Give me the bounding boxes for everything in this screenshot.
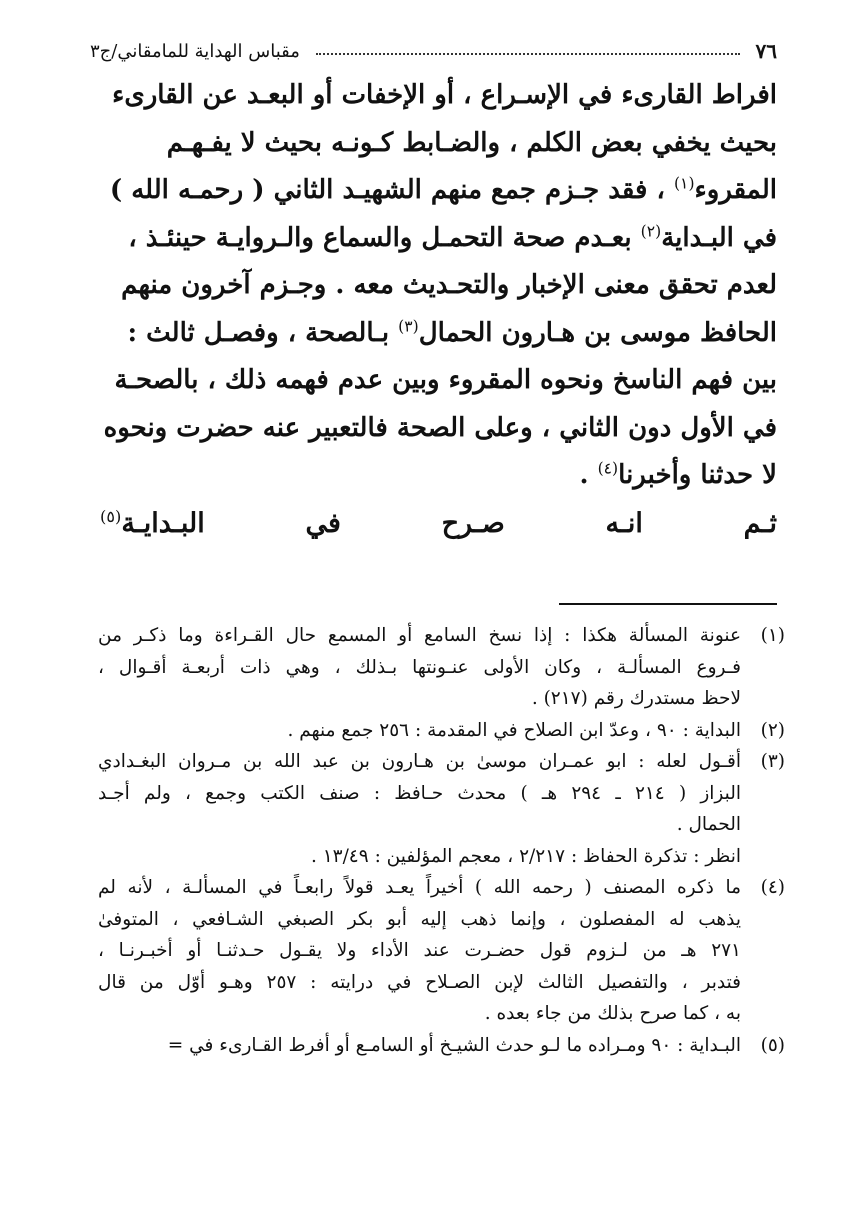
body-line: في الأول دون الثاني ، وعلى الصحة فالتعبير عنه حضرت ونحوه <box>103 412 777 443</box>
footnote-1 <box>98 620 785 715</box>
body-line: الحافظ موسى بن هـارون الحمال$^{(٣)}$ بـالصحة ، وفصـل ثالث : <box>127 316 777 348</box>
footnote-text: عنونة المسألة هكذا : إذا نسخ السامع أو المسمع حال القـراءة وما ذكـر من فـروع المسألـة ، وكان الأولى عنـونتها بـذلك ، وهي ذات أربعـة أقـوال ، لاحظ مستدرك رقم (٢١٧) . <box>98 625 741 709</box>
footnote-text: أقـول لعله : ابو عمـران موسىٰ بن هـارون بن عبد الله بن مـروان البغـدادي البزاز ( ٢١٤ ـ ٢٩٤ هـ ) محدث حـافظ : صنف الكتب وجمع ، ولم أجـد الحمال . <box>98 751 741 835</box>
body-line: بحيث يخفي بعض الكلم ، والضـابط كـونـه بحيث لا يفـهـم <box>166 127 777 158</box>
footnotes <box>98 620 785 1061</box>
footnote-mark[interactable]: (٢) <box>640 221 662 240</box>
footnote-number: (١) <box>760 625 785 646</box>
footnote-number: (٢) <box>760 719 785 741</box>
running-header <box>90 36 777 66</box>
body-heading-line: ثـم انـه صـرح في البـدايـة$^{(٥)}$ <box>100 506 777 539</box>
body-line: في البـداية$^{(٢)}$ بعـدم صحة التحمـل والسماع والـروايـة حينئـذ ، <box>128 221 777 253</box>
footnote-number: (٥) <box>760 1034 785 1056</box>
running-title: مقباس الهداية للمامقاني/ج٣ <box>90 40 300 62</box>
footnote-text: البـداية : ٩٠ ومـراده ما لـو حدث الشيـخ أو السامـع أو أفرط القـارىء في = <box>167 1034 741 1056</box>
footnote-mark[interactable]: (٣) <box>398 316 419 335</box>
body-line: افراط القارىء في الإسـراع ، أو الإخفات أو البعـد عن القارىء <box>112 80 777 110</box>
footnote-number: (٣) <box>760 751 785 772</box>
body-line: بين فهم الناسخ ونحوه المقروء وبين عدم فهمه ذلك ، بالصحـة <box>114 365 777 395</box>
footnote-text: ما ذكره المصنف ( رحمه الله ) أخيراً يعـد قولاً رابعـاً في المسألـة ، لأنه لم يذهب له المفصلون ، وإنما ذهب إليه أبو بكر الصبغي الشـافعي ، المتوفىٰ ٢٧١ هـ من لـزوم قول حضـرت عند الأداء ولا يقـول حـدثنـا أو أخبـرنـا ، فتدبر ، والتفصيل الثالث لإبن الصـلاح في درايته : ٢٥٧ وهـو أوّل من قال به ، كما صرح بذلك من جاء بعده . <box>98 877 742 1024</box>
footnote-mark[interactable]: (٥) <box>100 506 122 526</box>
footnote-3 <box>98 746 785 841</box>
body-line: لعدم تحقق معنى الإخبار والتحـديث معه . وجـزم آخرون منهم <box>121 270 777 300</box>
footnote-2 <box>98 715 785 747</box>
footnote-3-reference: انظر : تذكرة الحفاظ : ٢/٢١٧ ، معجم المؤلفين : ١٣/٤٩ . <box>310 845 741 867</box>
page-number: ٧٦ <box>755 39 777 63</box>
footnote-separator <box>559 603 777 605</box>
main-text <box>100 72 777 547</box>
footnote-mark[interactable]: (٤) <box>597 459 619 478</box>
footnote-text: البداية : ٩٠ ، وعدّ ابن الصلاح في المقدمة : ٢٥٦ جمع منهم . <box>287 719 741 741</box>
body-line: المقروء$^{(١)}$ ، فقد جـزم جمع منهم الشهيـد الثاني ( رحمـه الله ) <box>109 174 777 205</box>
footnote-5 <box>98 1030 785 1062</box>
footnote-number: (٤) <box>760 877 785 898</box>
body-line: لا حدثنا وأخبرنا$^{(٤)}$ . <box>579 459 777 490</box>
footnote-4 <box>98 872 785 1030</box>
header-dot-leader <box>316 53 740 55</box>
footnote-mark[interactable]: (١) <box>673 174 695 193</box>
